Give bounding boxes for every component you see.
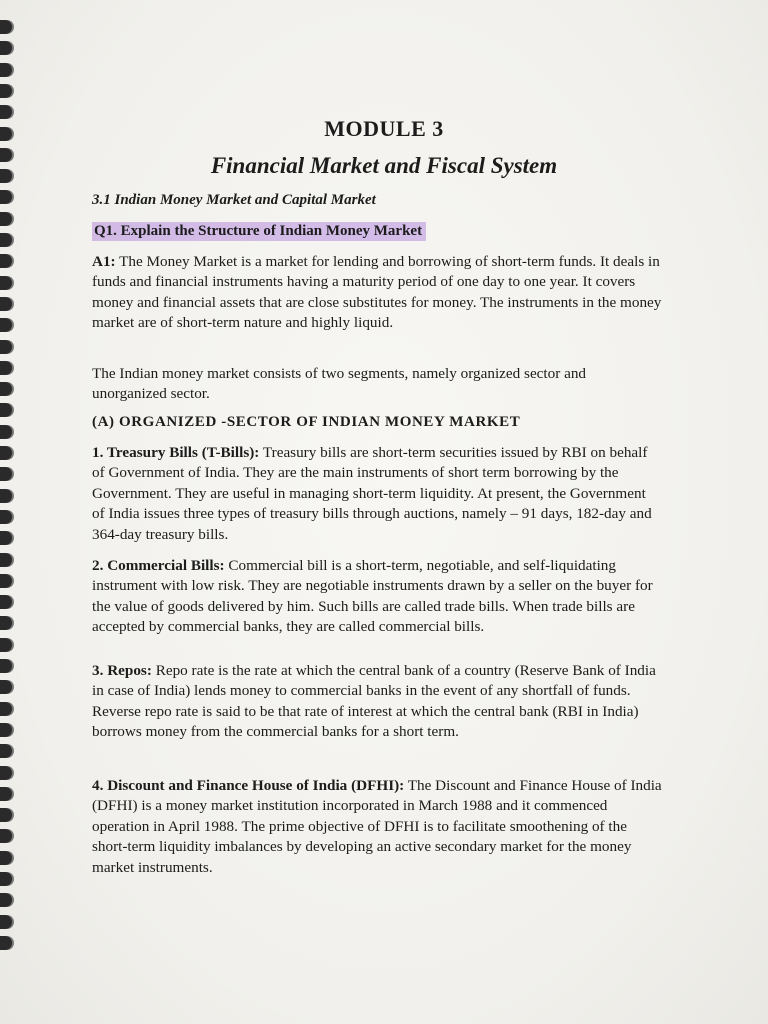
binding-hole (0, 851, 12, 865)
module-title: MODULE 3 (324, 116, 444, 141)
section-heading: 3.1 Indian Money Market and Capital Market (92, 192, 376, 208)
binding-hole (0, 766, 12, 780)
binding-hole (0, 63, 12, 77)
binding-hole (0, 297, 12, 311)
binding-hole (0, 467, 12, 481)
binding-hole (0, 808, 12, 822)
binding-hole (0, 425, 12, 439)
binding-hole (0, 787, 12, 801)
binding-hole (0, 936, 12, 950)
answer-paragraph (92, 252, 662, 334)
item-label: 3. Repos: (92, 662, 152, 679)
binding-hole (0, 382, 12, 396)
organized-sector-heading: (A) ORGANIZED -SECTOR OF INDIAN MONEY MARKET (92, 414, 521, 430)
binding-hole (0, 680, 12, 694)
binding-hole (0, 723, 12, 737)
binding-hole (0, 915, 12, 929)
binding-hole (0, 510, 12, 524)
binding-hole (0, 403, 12, 417)
binding-hole (0, 254, 12, 268)
binding-hole (0, 20, 12, 34)
binding-hole (0, 41, 12, 55)
module-subtitle: Financial Market and Fiscal System (210, 153, 558, 178)
item-treasury-bills (92, 443, 662, 545)
binding-hole (0, 190, 12, 204)
item-text: Commercial bill is a short-term, negotiable, and self-liquidating instrument with low risk. They are negotiable instruments drawn by a seller on the buyer for the value of goods delivered by him. Such bills are called trade bills. When trade bills are accepted by commercial banks, they are called commercial bills. (92, 557, 653, 636)
binding-hole (0, 616, 12, 630)
item-dfhi (92, 776, 662, 878)
item-commercial-bills (92, 556, 662, 638)
binding-hole (0, 446, 12, 460)
binding-hole (0, 531, 12, 545)
binding-hole (0, 276, 12, 290)
binding-hole (0, 574, 12, 588)
binding-hole (0, 318, 12, 332)
item-text: Repo rate is the rate at which the central bank of a country (Reserve Bank of India in case of India) lends money to commercial banks in the event of any shortfall of funds. Reverse repo rate is said to be that rate of interest at which the central bank (RBI in India) borrows money from the commercial banks for a short term. (92, 662, 656, 741)
binding-hole (0, 744, 12, 758)
binding-hole (0, 212, 12, 226)
segments-paragraph: The Indian money market consists of two segments, namely organized sector and unorganized sector. (92, 365, 587, 403)
binding-hole (0, 702, 12, 716)
binding-hole (0, 893, 12, 907)
binding-hole (0, 659, 12, 673)
binding-hole (0, 829, 12, 843)
binding-hole (0, 872, 12, 886)
question-heading: Q1. Explain the Structure of Indian Money Market (92, 222, 426, 241)
item-label: 1. Treasury Bills (T-Bills): (92, 444, 260, 461)
binding-hole (0, 84, 12, 98)
binding-hole (0, 595, 12, 609)
item-repos (92, 661, 662, 743)
binding-hole (0, 361, 12, 375)
answer-label: A1: (92, 253, 116, 270)
answer-text: The Money Market is a market for lending and borrowing of short-term funds. It deals in funds and financial instruments having a maturity period of one day to one year. It covers money and financial assets that are close substitutes for money. The instruments in the money market are of short-term nature and highly liquid. (92, 253, 662, 332)
binding-hole (0, 489, 12, 503)
binding-hole (0, 553, 12, 567)
item-text: Treasury bills are short-term securities issued by RBI on behalf of Government of India. They are the main instruments of short term borrowing by the Government. They are useful in managing short-term liquidity. At present, the Government of India issues three types of treasury bills through auctions, namely – 91 days, 182-day and 364-day treasury bills. (92, 444, 652, 543)
item-text: The Discount and Finance House of India (DFHI) is a money market institution incorporated in March 1988 and it commenced operation in April 1988. The prime objective of DFHI is to facilitate smoothening of the short-term liquidity imbalances by developing an active secondary market for the money market instruments. (92, 777, 662, 876)
binding-hole (0, 638, 12, 652)
item-label: 2. Commercial Bills: (92, 557, 225, 574)
binding-hole (0, 340, 12, 354)
binding-hole (0, 233, 12, 247)
item-label: 4. Discount and Finance House of India (DFHI): (92, 777, 405, 794)
